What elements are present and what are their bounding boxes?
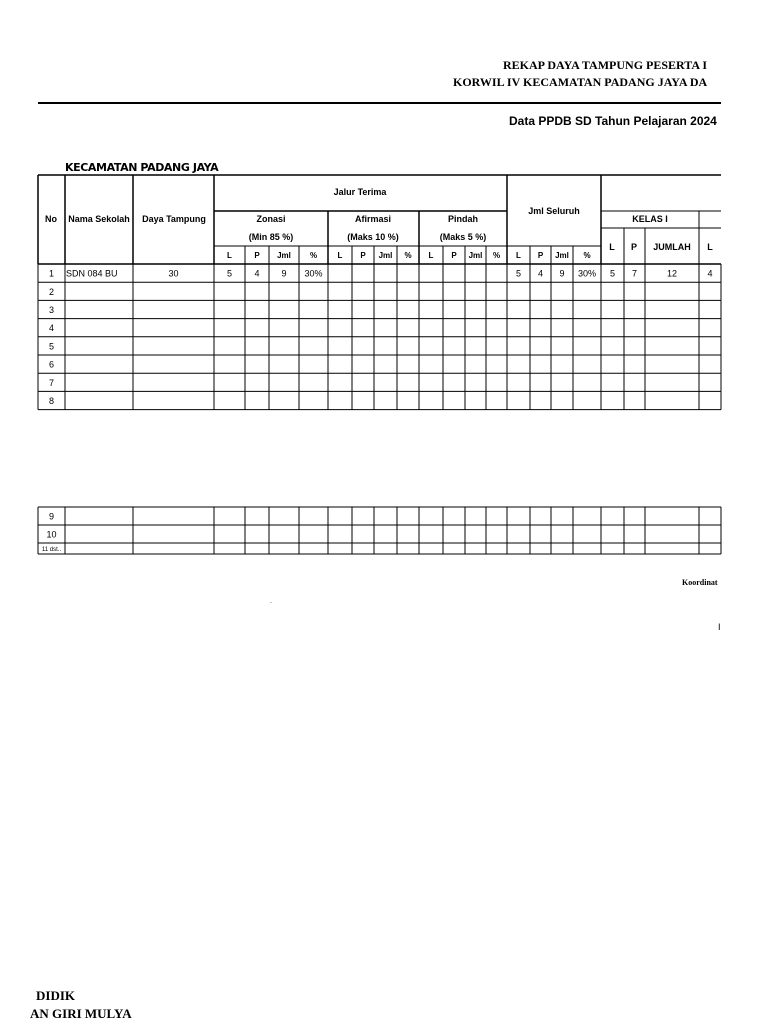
table-cell: 12 xyxy=(666,268,678,279)
report-subtitle: Data PPDB SD Tahun Pelajaran 2024 xyxy=(509,114,717,128)
signature-title: DIDIK xyxy=(36,988,76,1003)
sub-header-l: L xyxy=(516,251,521,260)
col-header-pindah: Pindah xyxy=(447,214,479,224)
table-cell: 30% xyxy=(577,268,597,279)
col-header-kelas2-l: L xyxy=(707,242,713,252)
table-cell: 7 xyxy=(631,268,638,279)
report-title-line1: REKAP DAYA TAMPUNG PESERTA I xyxy=(503,58,708,72)
sub-header-jml: Jml xyxy=(378,251,393,260)
col-header-nama-sekolah: Nama Sekolah xyxy=(68,214,130,224)
zonasi-note: (Min 85 %) xyxy=(248,232,294,242)
stray-dot: . xyxy=(270,598,272,605)
row-number: 10 xyxy=(46,529,57,540)
sub-header-l: L xyxy=(337,251,343,260)
kecamatan-label: KECAMATAN PADANG JAYA xyxy=(65,161,219,174)
col-header-daya-tampung: Daya Tampung xyxy=(142,214,206,224)
row-number: 6 xyxy=(48,359,55,370)
table-cell: 30% xyxy=(304,268,323,279)
table-cell: SDN 084 BU xyxy=(66,268,118,279)
table-cell: 30 xyxy=(168,268,179,279)
row-number: 11 dst.. xyxy=(41,547,62,553)
row-number: 1 xyxy=(48,268,55,279)
col-header-jalur-terima: Jalur Terima xyxy=(333,187,387,197)
col-header-kelas-p: P xyxy=(630,242,638,252)
sub-header-jml: Jml xyxy=(277,251,291,260)
row-number: 7 xyxy=(48,377,55,388)
sub-header-p: P xyxy=(537,251,544,260)
col-header-no: No xyxy=(45,214,57,224)
edge-mark: I xyxy=(718,622,721,632)
pindah-note: (Maks 5 %) xyxy=(439,232,487,242)
table-cell: 9 xyxy=(559,268,565,279)
table-cell: 4 xyxy=(707,268,713,279)
sub-header-p: P xyxy=(254,251,260,260)
afirmasi-note: (Maks 10 %) xyxy=(347,232,399,242)
signature-name: AN GIRI MULYA xyxy=(30,1006,132,1021)
table-cell: 9 xyxy=(281,268,287,279)
table-cell: 5 xyxy=(609,268,616,279)
sub-header-jml: Jml xyxy=(468,251,483,260)
row-number: 9 xyxy=(48,511,55,522)
sub-header-jml: Jml xyxy=(555,251,569,260)
row-number: 2 xyxy=(48,286,55,297)
col-header-afirmasi: Afirmasi xyxy=(354,214,392,224)
col-header-kelas-i: KELAS I xyxy=(632,214,668,224)
table-cell: 4 xyxy=(537,268,544,279)
table-cell: 4 xyxy=(254,268,260,279)
row-number: 4 xyxy=(48,323,55,334)
table-cell: 5 xyxy=(515,268,522,279)
koordinator-label: Koordinat xyxy=(682,578,718,587)
col-header-zonasi: Zonasi xyxy=(256,214,286,224)
col-header-kelas-jumlah: JUMLAH xyxy=(653,242,691,252)
row-number: 5 xyxy=(48,341,55,352)
sub-header-pct: % xyxy=(583,251,591,260)
row-number: 3 xyxy=(48,305,55,315)
sub-header-pct: % xyxy=(492,251,501,260)
sub-header-pct: % xyxy=(309,251,318,260)
sub-header-p: P xyxy=(360,251,366,260)
sub-header-pct: % xyxy=(404,251,412,260)
col-header-jml-seluruh: Jml Seluruh xyxy=(528,206,580,216)
table-cell: 5 xyxy=(226,268,233,279)
sub-header-l: L xyxy=(227,251,232,260)
report-title-line2: KORWIL IV KECAMATAN PADANG JAYA DA xyxy=(453,75,708,89)
col-header-kelas-l: L xyxy=(609,242,615,252)
sub-header-p: P xyxy=(451,251,457,260)
row-number: 8 xyxy=(48,396,55,406)
sub-header-l: L xyxy=(428,251,434,260)
